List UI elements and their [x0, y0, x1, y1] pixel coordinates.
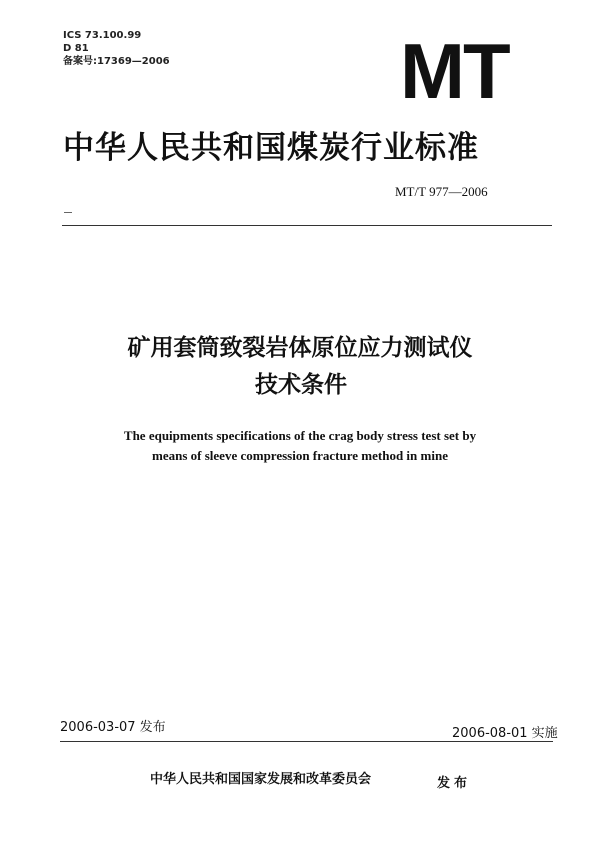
issue-label: 发布 [437, 776, 472, 791]
title-cn-line2: 技术条件 [255, 372, 347, 398]
standard-number: MT/T 977—2006 [395, 184, 488, 199]
document-title-en [0, 426, 600, 466]
ics-code: ICS 73.100.99 [63, 30, 142, 41]
standard-category-title: 中华人民共和国煤炭行业标准 [63, 130, 479, 166]
document-title-cn [0, 330, 600, 404]
footer-divider [60, 741, 553, 742]
ccs-code: D 81 [63, 43, 89, 54]
implement-date: 2006-08-01 实施 [452, 726, 558, 741]
header-tick-mark [64, 212, 72, 213]
issuing-authority: 中华人民共和国国家发展和改革委员会 [150, 772, 372, 787]
title-en-line2: means of sleeve compression fracture method in mine [152, 448, 448, 463]
title-en-line1: The equipments specifications of the crag body stress test set by [123, 428, 477, 443]
title-cn-line1: 矿用套筒致裂岩体原位应力测试仪 [127, 335, 473, 361]
mt-logo: MT [400, 27, 509, 115]
header-divider [62, 225, 552, 226]
record-number: 备案号:17369—2006 [63, 56, 170, 67]
header-meta [63, 29, 170, 68]
publish-date: 2006-03-07 发布 [60, 720, 166, 735]
